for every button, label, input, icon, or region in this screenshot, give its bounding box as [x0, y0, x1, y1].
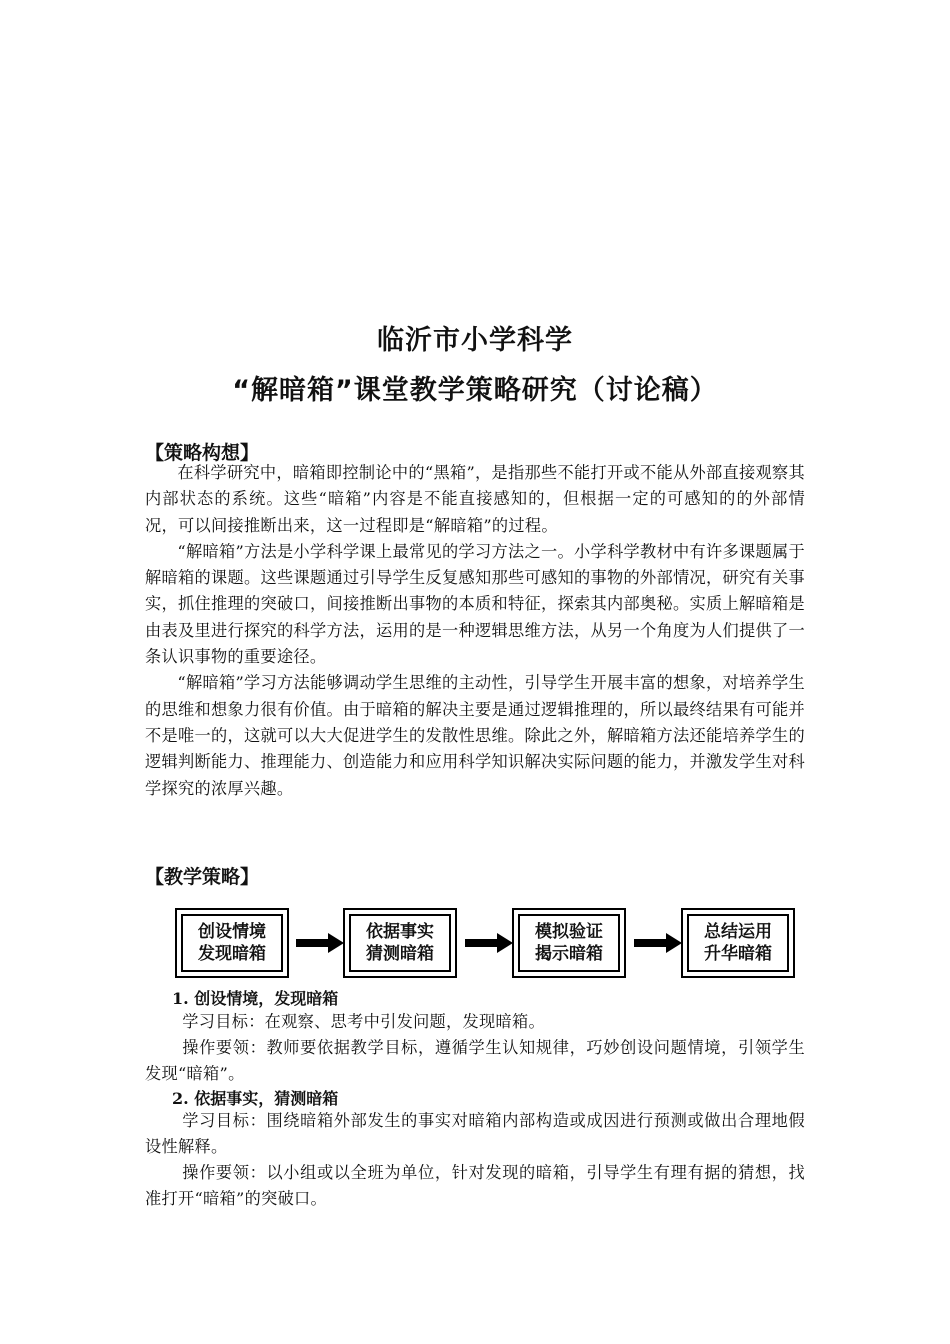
concept-body: [145, 460, 805, 802]
flow-step-box: [175, 908, 289, 978]
step-heading: 1. 创设情境，发现暗箱: [172, 989, 339, 1008]
document-title-line1: 临沂市小学科学: [377, 325, 573, 356]
step-goal: 学习目标：围绕暗箱外部发生的事实对暗箱内部构造或成因进行预测或做出合理地假设性解释。: [145, 1111, 805, 1156]
step-method: 操作要领：以小组或以全班为单位，针对发现的暗箱，引导学生有理有据的猜想，找准打开“暗箱”的突破口。: [145, 1163, 805, 1208]
flow-step-line1: 依据事实: [366, 922, 434, 942]
flow-step-box: [512, 908, 626, 978]
flow-step-line2: 揭示暗箱: [535, 944, 603, 964]
flow-step-line2: 猜测暗箱: [366, 944, 434, 964]
step-goal: 学习目标：在观察、思考中引发问题，发现暗箱。: [182, 1012, 545, 1031]
arrow-right-icon: [296, 933, 344, 953]
arrow-right-icon: [634, 933, 682, 953]
arrow-right-icon: [465, 933, 513, 953]
flow-step-line1: 模拟验证: [535, 922, 603, 942]
document-title-line2: “解暗箱”课堂教学策略研究（讨论稿）: [232, 375, 718, 406]
section-heading-strategy: 【教学策略】: [145, 866, 260, 888]
concept-paragraph: “解暗箱”学习方法能够调动学生思维的主动性，引导学生开展丰富的想象，对培养学生的思维和想象力很有价值。由于暗箱的解决主要是通过逻辑推理的，所以最终结果有可能并不是唯一的，这就可以大大促进学生的发散性思维。除此之外，解暗箱方法还能培养学生的逻辑判断能力、推理能力、创造能力和应用科学知识解决实际问题的能力，并激发学生对科学探究的浓厚兴趣。: [145, 673, 805, 798]
flow-step-box: [343, 908, 457, 978]
flow-step-box: [681, 908, 795, 978]
flow-step-line1: 创设情境: [198, 922, 266, 942]
concept-paragraph: 在科学研究中，暗箱即控制论中的“黑箱”，是指那些不能打开或不能从外部直接观察其内部状态的系统。这些“暗箱”内容是不能直接感知的，但根据一定的可感知的的外部情况，可以间接推断出来，这一过程即是“解暗箱”的过程。: [145, 463, 805, 535]
flow-step-line2: 发现暗箱: [198, 944, 266, 964]
step-heading: 2. 依据事实，猜测暗箱: [172, 1089, 339, 1108]
step-body: [145, 1108, 805, 1212]
strategy-flowchart: [175, 908, 830, 982]
concept-paragraph: “解暗箱”方法是小学科学课上最常见的学习方法之一。小学科学教材中有许多课题属于解暗箱的课题。这些课题通过引导学生反复感知那些可感知的事物的外部情况，研究有关事实，抓住推理的突破口，间接推断出事物的本质和特征，探索其内部奥秘。实质上解暗箱是由表及里进行探究的科学方法，运用的是一种逻辑思维方法，从另一个角度为人们提供了一条认识事物的重要途径。: [145, 541, 805, 667]
flow-step-line1: 总结运用: [704, 922, 772, 942]
section-heading-concept: 【策略构想】: [145, 442, 260, 464]
flow-step-line2: 升华暗箱: [704, 944, 772, 964]
step-method: 操作要领：教师要依据教学目标，遵循学生认知规律，巧妙创设问题情境，引领学生发现“暗箱”。: [145, 1038, 805, 1083]
step-body: [145, 1009, 805, 1087]
